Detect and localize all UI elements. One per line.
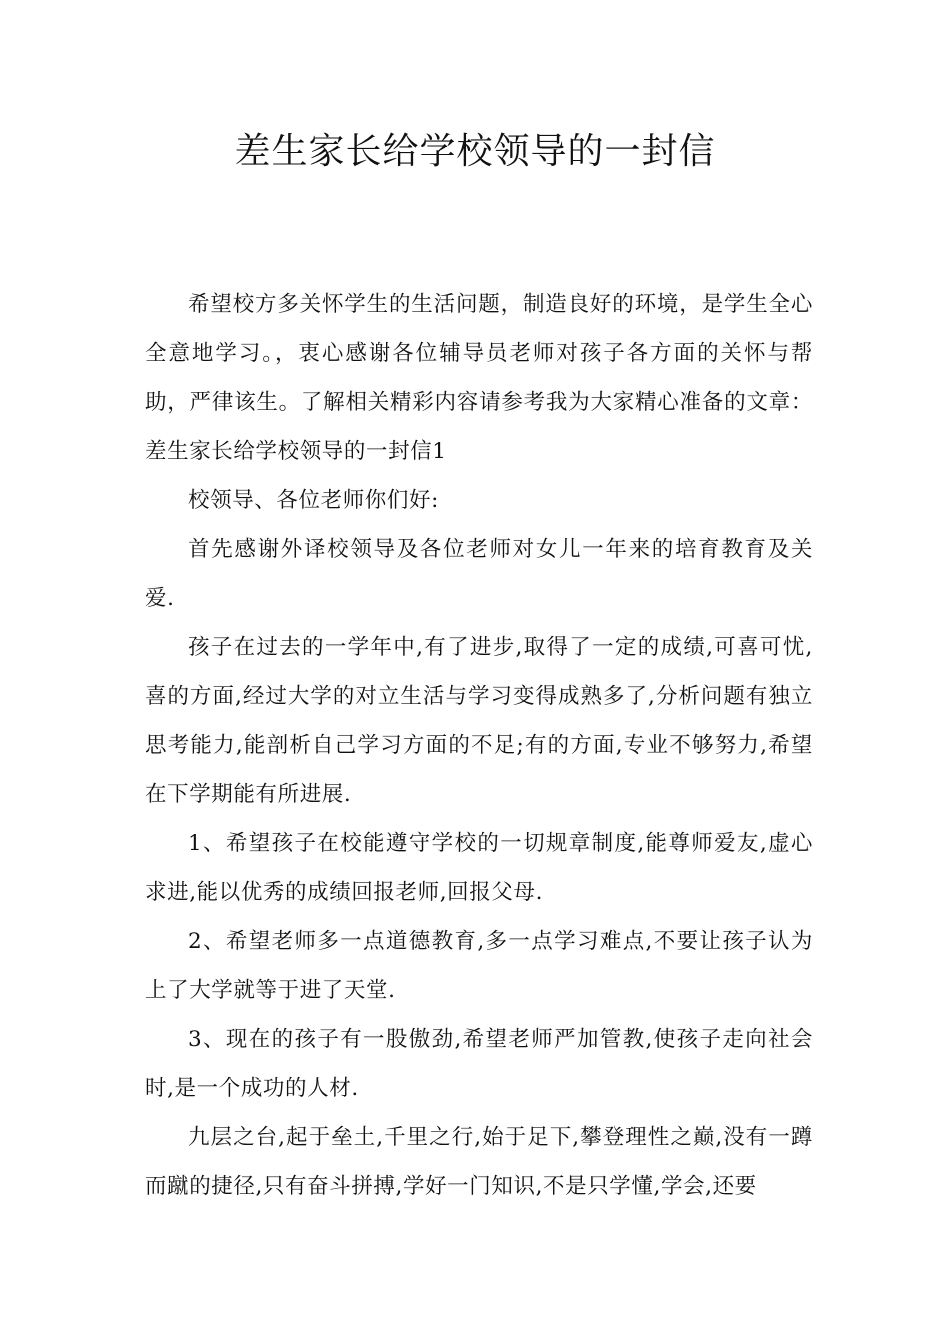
paragraph: 2、希望老师多一点道德教育,多一点学习难点,不要让孩子认为上了大学就等于进了天堂.: [145, 929, 813, 1003]
paragraph: 1、希望孩子在校能遵守学校的一切规章制度,能尊师爱友,虚心求进,能以优秀的成绩回报老师,回报父母.: [145, 831, 813, 905]
document-body: [145, 280, 813, 1211]
paragraph: 3、现在的孩子有一股傲劲,希望老师严加管教,使孩子走向社会时,是一个成功的人材.: [145, 1027, 813, 1101]
paragraph: 九层之台,起于垒土,千里之行,始于足下,攀登理性之巅,没有一蹲而蹴的捷径,只有奋斗拼搏,学好一门知识,不是只学懂,学会,还要: [145, 1125, 813, 1199]
paragraph: 校领导、各位老师你们好:: [188, 488, 439, 513]
paragraph: 希望校方多关怀学生的生活问题，制造良好的环境，是学生全心全意地学习。，衷心感谢各位辅导员老师对孩子各方面的关怀与帮助，严律该生。了解相关精彩内容请参考我为大家精心准备的文章：差生家长给学校领导的一封信1: [145, 292, 813, 464]
document-title: 差生家长给学校领导的一封信: [234, 131, 716, 172]
paragraph: 首先感谢外译校领导及各位老师对女儿一年来的培育教育及关爱.: [145, 537, 813, 611]
paragraph: 孩子在过去的一学年中,有了进步,取得了一定的成绩,可喜可忧,喜的方面,经过大学的对立生活与学习变得成熟多了,分析问题有独立思考能力,能剖析自己学习方面的不足;有的方面,专业不够努力,希望在下学期能有所进展.: [145, 635, 813, 807]
